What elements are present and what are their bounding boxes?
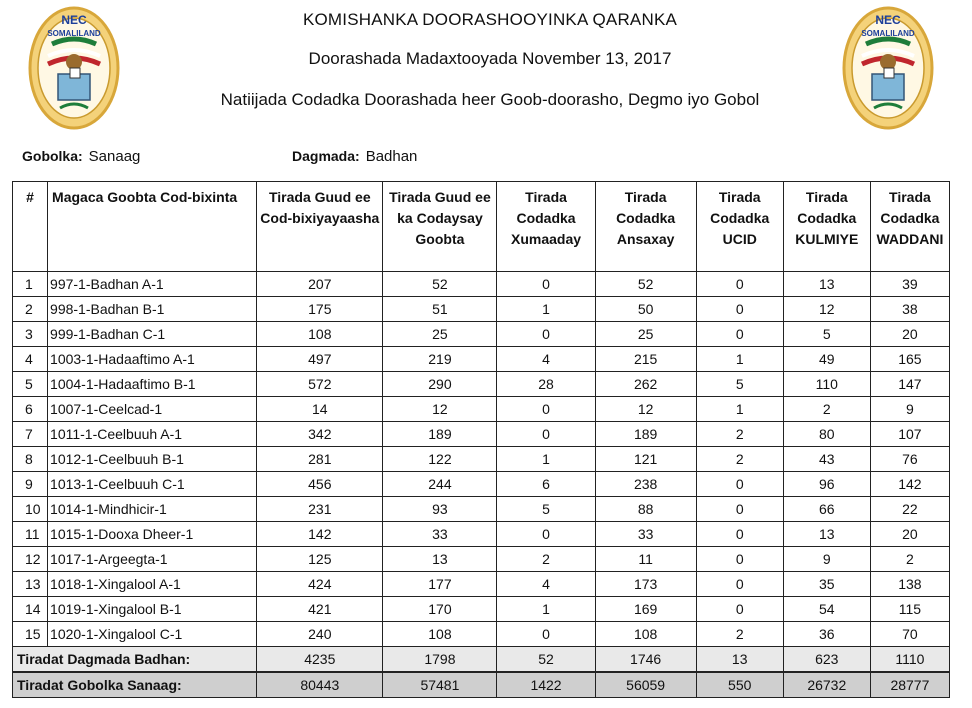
table-cell: 0 <box>497 622 595 647</box>
table-cell: 2 <box>696 422 783 447</box>
table-cell: 66 <box>783 497 870 522</box>
table-cell: 121 <box>595 447 696 472</box>
total-label: Tiradat Gobolka Sanaag: <box>13 672 257 698</box>
table-cell: 0 <box>696 272 783 297</box>
table-cell: 240 <box>257 622 383 647</box>
table-cell: 28 <box>497 372 595 397</box>
nec-logo-left <box>26 4 122 132</box>
table-cell: 0 <box>696 297 783 322</box>
table-row <box>13 547 950 572</box>
table-header-row <box>13 182 950 272</box>
table-cell: 36 <box>783 622 870 647</box>
table-cell: 110 <box>783 372 870 397</box>
table-cell: 13 <box>783 272 870 297</box>
table-cell: 33 <box>595 522 696 547</box>
table-cell: 20 <box>870 522 949 547</box>
table-cell: 0 <box>696 572 783 597</box>
logo-ring-text: SOMALILAND <box>47 29 101 38</box>
table-cell: 1019-1-Xingalool B-1 <box>48 597 257 622</box>
table-row <box>13 422 950 447</box>
table-cell: 80 <box>783 422 870 447</box>
table-cell: 998-1-Badhan B-1 <box>48 297 257 322</box>
total-cell: 80443 <box>257 672 383 698</box>
table-cell: 5 <box>783 322 870 347</box>
results-subtitle: Natiijada Codadka Doorashada heer Goob-doorasho, Degmo iyo Gobol <box>220 90 760 109</box>
table-cell: 342 <box>257 422 383 447</box>
table-cell: 0 <box>497 397 595 422</box>
table-row <box>13 372 950 397</box>
total-cell: 550 <box>696 672 783 698</box>
table-cell: 88 <box>595 497 696 522</box>
table-row <box>13 297 950 322</box>
table-cell: 1004-1-Hadaaftimo B-1 <box>48 372 257 397</box>
table-row <box>13 572 950 597</box>
table-row <box>13 622 950 647</box>
table-row <box>13 597 950 622</box>
table-row <box>13 397 950 422</box>
table-cell: 2 <box>696 447 783 472</box>
table-cell: 108 <box>595 622 696 647</box>
region-total-row <box>13 672 950 698</box>
table-cell: 170 <box>383 597 497 622</box>
table-cell: 1007-1-Ceelcad-1 <box>48 397 257 422</box>
total-cell: 4235 <box>257 647 383 673</box>
results-table <box>12 181 950 698</box>
table-row <box>13 522 950 547</box>
table-cell: 10 <box>13 497 48 522</box>
column-header: Tirada Codadka WADDANI <box>870 182 949 272</box>
table-cell: 262 <box>595 372 696 397</box>
table-cell: 125 <box>257 547 383 572</box>
table-cell: 1 <box>497 447 595 472</box>
table-cell: 4 <box>497 347 595 372</box>
column-header: Tirada Codadka Ansaxay <box>595 182 696 272</box>
total-cell: 1746 <box>595 647 696 673</box>
table-cell: 1 <box>696 347 783 372</box>
district-value: Badhan <box>365 148 418 165</box>
table-cell: 0 <box>497 522 595 547</box>
table-cell: 108 <box>257 322 383 347</box>
table-cell: 1020-1-Xingalool C-1 <box>48 622 257 647</box>
table-cell: 122 <box>383 447 497 472</box>
table-cell: 50 <box>595 297 696 322</box>
region-field <box>22 148 140 165</box>
table-cell: 33 <box>383 522 497 547</box>
commission-title: KOMISHANKA DOORASHOOYINKA QARANKA <box>302 10 678 29</box>
table-cell: 142 <box>257 522 383 547</box>
table-cell: 421 <box>257 597 383 622</box>
table-cell: 2 <box>497 547 595 572</box>
table-cell: 115 <box>870 597 949 622</box>
total-cell: 26732 <box>783 672 870 698</box>
table-cell: 0 <box>696 322 783 347</box>
table-cell: 238 <box>595 472 696 497</box>
table-cell: 96 <box>783 472 870 497</box>
table-cell: 999-1-Badhan C-1 <box>48 322 257 347</box>
table-cell: 0 <box>696 522 783 547</box>
total-cell: 1798 <box>383 647 497 673</box>
table-cell: 189 <box>383 422 497 447</box>
table-cell: 219 <box>383 347 497 372</box>
table-cell: 49 <box>783 347 870 372</box>
table-cell: 6 <box>13 397 48 422</box>
region-label: Gobolka: <box>22 148 83 164</box>
table-cell: 0 <box>696 497 783 522</box>
table-cell: 12 <box>383 397 497 422</box>
table-row <box>13 472 950 497</box>
table-cell: 175 <box>257 297 383 322</box>
table-cell: 3 <box>13 322 48 347</box>
logo-top-text: NEC <box>61 13 87 27</box>
table-cell: 22 <box>870 497 949 522</box>
table-cell: 8 <box>13 447 48 472</box>
table-cell: 147 <box>870 372 949 397</box>
table-cell: 5 <box>497 497 595 522</box>
table-cell: 52 <box>383 272 497 297</box>
table-cell: 9 <box>783 547 870 572</box>
table-cell: 572 <box>257 372 383 397</box>
table-row <box>13 347 950 372</box>
total-cell: 56059 <box>595 672 696 698</box>
table-cell: 9 <box>870 397 949 422</box>
table-cell: 2 <box>13 297 48 322</box>
table-cell: 14 <box>257 397 383 422</box>
table-cell: 244 <box>383 472 497 497</box>
table-cell: 165 <box>870 347 949 372</box>
nec-logo-right <box>840 4 936 132</box>
table-row <box>13 272 950 297</box>
table-cell: 1017-1-Argeegta-1 <box>48 547 257 572</box>
table-cell: 189 <box>595 422 696 447</box>
logo-top-text: NEC <box>875 13 901 27</box>
table-cell: 20 <box>870 322 949 347</box>
column-header: Tirada Codadka Xumaaday <box>497 182 595 272</box>
table-cell: 142 <box>870 472 949 497</box>
table-cell: 25 <box>383 322 497 347</box>
table-cell: 15 <box>13 622 48 647</box>
table-cell: 43 <box>783 447 870 472</box>
table-cell: 11 <box>13 522 48 547</box>
table-cell: 76 <box>870 447 949 472</box>
table-cell: 281 <box>257 447 383 472</box>
table-cell: 1018-1-Xingalool A-1 <box>48 572 257 597</box>
total-cell: 623 <box>783 647 870 673</box>
table-cell: 0 <box>696 547 783 572</box>
total-cell: 1422 <box>497 672 595 698</box>
table-cell: 215 <box>595 347 696 372</box>
table-cell: 13 <box>783 522 870 547</box>
column-header: # <box>13 182 48 272</box>
table-cell: 173 <box>595 572 696 597</box>
table-cell: 11 <box>595 547 696 572</box>
table-cell: 12 <box>13 547 48 572</box>
table-cell: 2 <box>696 622 783 647</box>
table-cell: 456 <box>257 472 383 497</box>
table-cell: 1011-1-Ceelbuuh A-1 <box>48 422 257 447</box>
table-cell: 93 <box>383 497 497 522</box>
table-cell: 12 <box>783 297 870 322</box>
table-row <box>13 447 950 472</box>
table-cell: 39 <box>870 272 949 297</box>
total-cell: 1110 <box>870 647 949 673</box>
table-cell: 290 <box>383 372 497 397</box>
table-cell: 5 <box>696 372 783 397</box>
table-cell: 7 <box>13 422 48 447</box>
table-cell: 4 <box>497 572 595 597</box>
column-header: Tirada Codadka UCID <box>696 182 783 272</box>
table-cell: 108 <box>383 622 497 647</box>
total-cell: 57481 <box>383 672 497 698</box>
table-cell: 1015-1-Dooxa Dheer-1 <box>48 522 257 547</box>
table-cell: 231 <box>257 497 383 522</box>
column-header: Magaca Goobta Cod-bixinta <box>48 182 257 272</box>
table-cell: 5 <box>13 372 48 397</box>
region-value: Sanaag <box>88 148 141 165</box>
table-cell: 2 <box>870 547 949 572</box>
table-cell: 4 <box>13 347 48 372</box>
election-title: Doorashada Madaxtooyada November 13, 2017 <box>308 49 672 68</box>
table-cell: 424 <box>257 572 383 597</box>
table-cell: 13 <box>383 547 497 572</box>
table-cell: 1003-1-Hadaaftimo A-1 <box>48 347 257 372</box>
table-cell: 25 <box>595 322 696 347</box>
logo-ring-text: SOMALILAND <box>861 29 915 38</box>
table-cell: 0 <box>696 472 783 497</box>
total-cell: 52 <box>497 647 595 673</box>
table-cell: 1012-1-Ceelbuuh B-1 <box>48 447 257 472</box>
district-label: Dagmada: <box>292 148 360 164</box>
table-cell: 51 <box>383 297 497 322</box>
table-cell: 0 <box>497 272 595 297</box>
table-cell: 9 <box>13 472 48 497</box>
table-cell: 0 <box>696 597 783 622</box>
column-header: Tirada Codadka KULMIYE <box>783 182 870 272</box>
table-cell: 6 <box>497 472 595 497</box>
table-cell: 12 <box>595 397 696 422</box>
table-cell: 107 <box>870 422 949 447</box>
table-cell: 38 <box>870 297 949 322</box>
table-cell: 177 <box>383 572 497 597</box>
table-cell: 1014-1-Mindhicir-1 <box>48 497 257 522</box>
table-cell: 0 <box>497 422 595 447</box>
column-header: Tirada Guud ee Cod-bixiyayaasha <box>257 182 383 272</box>
table-cell: 1 <box>497 297 595 322</box>
table-cell: 2 <box>783 397 870 422</box>
table-cell: 70 <box>870 622 949 647</box>
total-cell: 13 <box>696 647 783 673</box>
table-cell: 169 <box>595 597 696 622</box>
table-cell: 54 <box>783 597 870 622</box>
table-cell: 1013-1-Ceelbuuh C-1 <box>48 472 257 497</box>
district-field <box>292 148 417 165</box>
table-cell: 207 <box>257 272 383 297</box>
table-cell: 0 <box>497 322 595 347</box>
table-cell: 497 <box>257 347 383 372</box>
table-cell: 35 <box>783 572 870 597</box>
column-header: Tirada Guud ee ka Codaysay Goobta <box>383 182 497 272</box>
table-cell: 138 <box>870 572 949 597</box>
table-cell: 14 <box>13 597 48 622</box>
table-cell: 1 <box>696 397 783 422</box>
table-cell: 1 <box>497 597 595 622</box>
district-total-row <box>13 647 950 673</box>
table-cell: 13 <box>13 572 48 597</box>
table-cell: 1 <box>13 272 48 297</box>
total-label: Tiradat Dagmada Badhan: <box>13 647 257 673</box>
table-row <box>13 322 950 347</box>
total-cell: 28777 <box>870 672 949 698</box>
table-cell: 997-1-Badhan A-1 <box>48 272 257 297</box>
table-row <box>13 497 950 522</box>
table-cell: 52 <box>595 272 696 297</box>
